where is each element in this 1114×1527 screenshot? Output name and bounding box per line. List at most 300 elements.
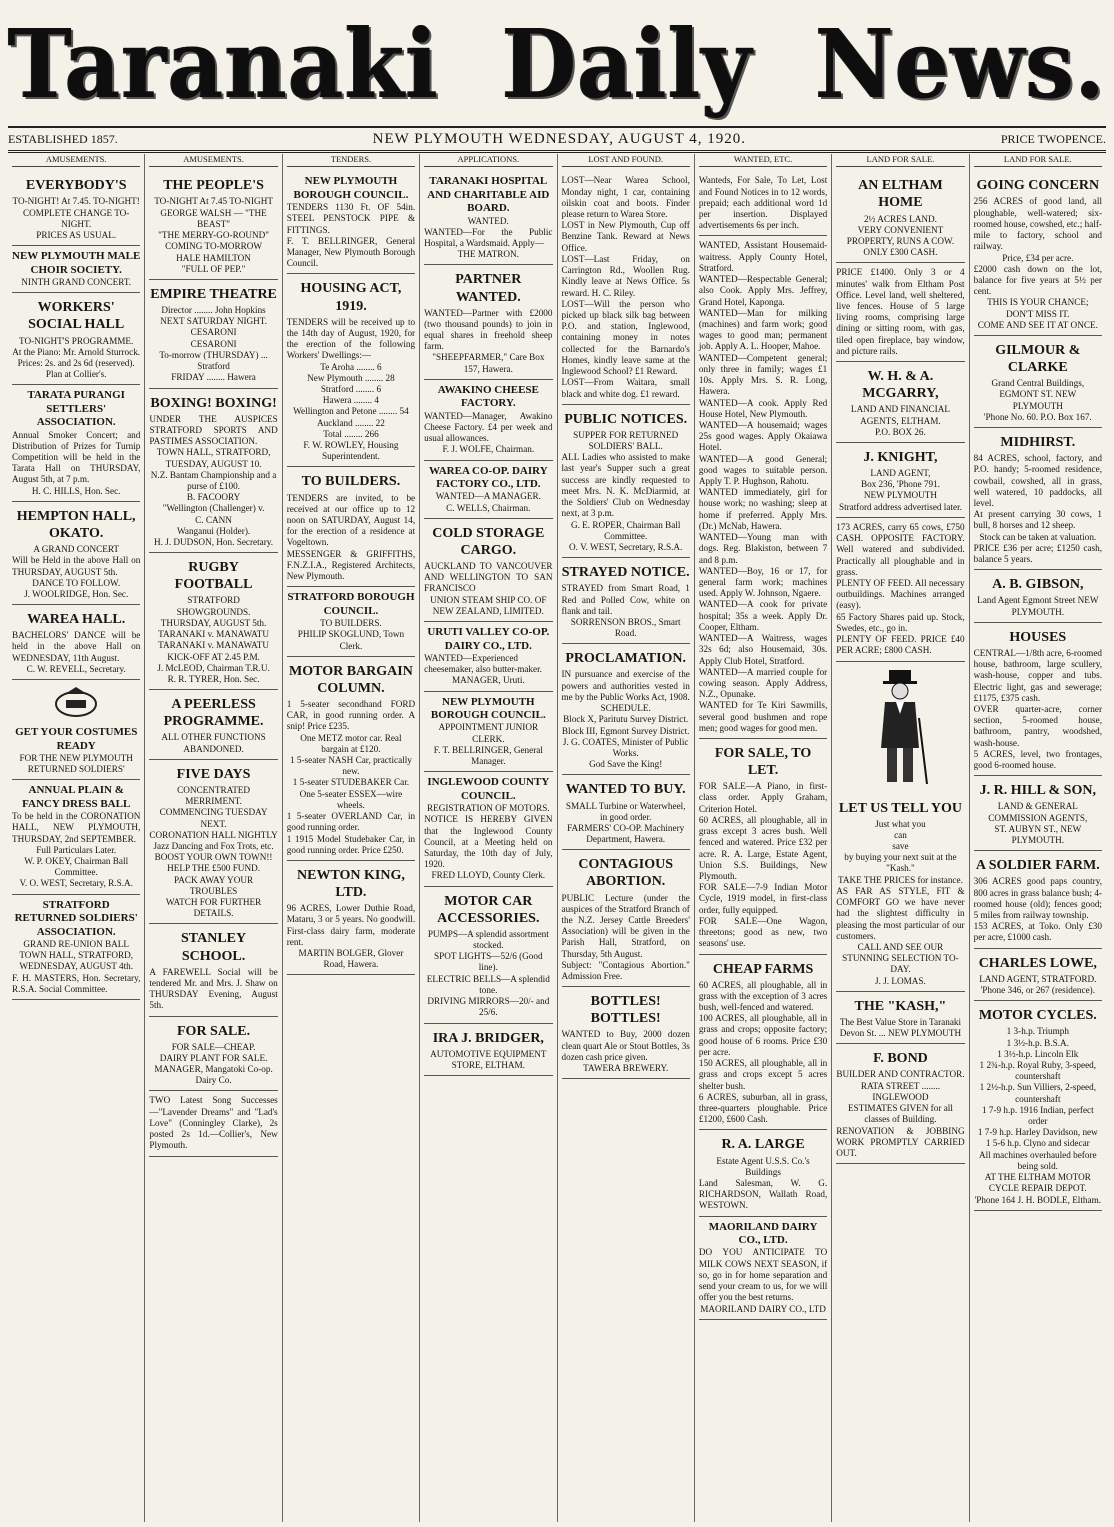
ad-text-line: God Save the King!	[589, 759, 663, 770]
ad-text-line: TARANAKI v. MANAWATU	[158, 640, 270, 651]
ad-text-line: 'Phone 346, or 267 (residence).	[980, 985, 1096, 995]
ad-text-line: Total ........ 266	[323, 428, 379, 439]
advertisement	[149, 1091, 277, 1156]
ad-text-line: TAKE THE PRICES for instance.	[837, 874, 963, 885]
ad-heading: WAREA HALL.	[27, 612, 126, 628]
advertisement	[12, 171, 140, 246]
ad-text-line: CALL AND SEE OUR STUNNING SELECTION TO-DAY.	[842, 942, 959, 975]
ad-text-line: Director ........ John Hopkins	[161, 305, 266, 316]
ad-text-line: Full Particulars Later.	[36, 844, 117, 855]
ad-text-line: Auckland ........ 22	[317, 417, 385, 428]
ad-text-line: MESSENGER & GRIFFITHS, F.N.Z.I.A., Registered Architects, New Plymouth.	[286, 548, 416, 582]
advertisement	[424, 380, 552, 461]
ad-text-line: 306 ACRES good paps country, 800 acres in grass balance bush; 4-roomed house (old); fences good; 5 miles from railway township.	[973, 876, 1102, 921]
ad-text-line: Subject: "Contagious Abortion." Admission Free.	[561, 959, 690, 982]
ad-text-line: CORONATION HALL NIGHTLY	[149, 829, 278, 840]
advertisement	[974, 570, 1102, 623]
advertisement	[974, 171, 1102, 336]
ad-text-line: 1 3-h.p. Triumph	[1006, 1026, 1069, 1037]
advertisement	[699, 739, 827, 954]
ad-text-line: Prices: 2s. and 2s 6d (reserved).	[17, 357, 135, 368]
ad-text-line: COMMENCING TUESDAY NEXT.	[159, 807, 268, 829]
ad-text-line: REGISTRATION OF MOTORS.	[427, 803, 550, 814]
advertisement	[424, 519, 552, 622]
advertisement	[424, 887, 552, 1024]
ad-text-line: COME AND SEE IT AT ONCE.	[977, 319, 1098, 330]
ad-heading: AWAKINO CHEESE FACTORY.	[437, 383, 539, 410]
ad-text-line: Annual Smoker Concert; and Distribution of Prizes for Turnip Competition will be held in the Tarata Hall on THURSDAY, August 5th, at 7 p.m.	[12, 429, 141, 485]
ad-text-line: NEW PLYMOUTH	[863, 490, 938, 501]
ad-heading: AN ELTHAM HOME	[858, 178, 943, 211]
ad-text-line: One 5-seater ESSEX—wire wheels.	[299, 788, 403, 810]
ad-heading: ANNUAL PLAIN & FANCY DRESS BALL	[22, 784, 131, 810]
ad-text-line: WANTED—Competent general; only three in family; wages £1 10s. Apply Mrs. S. R. Long, Hawera.	[698, 352, 828, 397]
ad-text-line: UNDER THE AUSPICES STRATFORD SPORTS AND PASTIMES ASSOCIATION.	[149, 413, 278, 447]
ad-text-line: BOOST YOUR OWN TOWN!!	[154, 852, 273, 863]
ad-heading: MOTOR BARGAIN COLUMN.	[289, 663, 413, 696]
ad-heading: PUBLIC NOTICES.	[564, 411, 688, 427]
ad-text-line: MAORILAND DAIRY CO., LTD	[700, 1303, 826, 1314]
column-header: TENDERS.	[287, 154, 415, 167]
ad-text-line: ESTIMATES GIVEN for all classes of Building.	[848, 1103, 953, 1125]
ad-text-line: A GRAND CONCERT	[33, 544, 120, 555]
ad-text-line: FRED LLOYD, County Clerk.	[431, 870, 546, 881]
ad-text-line: P.O. BOX 26.	[875, 426, 926, 437]
ad-text-line: J. WOOLRIDGE, Hon. Sec.	[24, 588, 129, 599]
ad-text-line: WANTED—Young man with dogs. Reg. Blakiston, between 7 and 8 p.m.	[698, 532, 828, 565]
ad-text-line: 1 1915 Model Studebaker Car, in good running order. Price £250.	[286, 833, 416, 855]
ad-text-line: Stratford address advertised later.	[838, 501, 962, 512]
ad-text-line: TO-NIGHT At 7.45 TO-NIGHT	[154, 196, 273, 207]
ad-text-line: 65 Factory Shares paid up. Stock, Swedes, etc., go in.	[836, 611, 965, 633]
ad-text-line: BUILDER AND CONTRACTOR.	[836, 1069, 965, 1080]
ad-text-line: Plan at Collier's.	[45, 369, 107, 380]
ad-text-line: CESARONI	[190, 327, 237, 338]
advertisement	[836, 362, 964, 443]
ad-heading: FIVE DAYS	[176, 766, 251, 782]
ad-text-line: SMALL Turbine or Waterwheel, in good order.	[565, 800, 686, 822]
ad-text-line: 'Phone 164 J. H. BODLE, Eltham.	[974, 1194, 1102, 1205]
ad-text-line: Devon St. ... NEW PLYMOUTH	[839, 1028, 962, 1039]
ad-text-line: STRAYED from Smart Road, 1 Red and Polled Cow, white on flank and tail.	[561, 583, 690, 616]
ad-text-line: Grand Central Buildings,	[991, 378, 1085, 389]
advertisement	[974, 1001, 1102, 1211]
ad-text-line: 60 ACRES, all ploughable, all in grass with the exception of 3 acres bush, well-fenced and watered.	[698, 979, 828, 1013]
ad-text-line: GEORGE WALSH — "THE BEAST"	[160, 207, 267, 229]
ad-text-line: To be held in the CORONATION HALL, NEW PLYMOUTH, THURSDAY, 2nd SEPTEMBER.	[12, 811, 141, 844]
ad-text-line: 6 ACRES, suburban, all in grass, three-quarters ploughable. Price £1200, £600 Cash.	[698, 1091, 828, 1125]
ad-text-line: WANTED—Boy, 16 or 17, for general farm work; machines used. Apply W. Johnson, Ngaere.	[698, 565, 828, 599]
ad-heading: WORKERS' SOCIAL HALL	[28, 300, 125, 333]
ad-text-line: V. O. WEST, Secretary, R.S.A.	[19, 878, 133, 889]
advertisement	[974, 336, 1102, 428]
advertisement	[699, 1130, 827, 1216]
ad-text-line: LAND AGENT, STRATFORD.	[979, 973, 1097, 984]
advertisement	[836, 443, 964, 518]
ad-text-line: APPOINTMENT JUNIOR CLERK.	[438, 722, 539, 744]
ad-heading: STRATFORD BOROUGH COUNCIL.	[287, 591, 415, 617]
ad-text-line: Jazz Dancing and Fox Trots, etc.	[153, 840, 274, 851]
ad-text-line: Block X, Paritutu Survey District.	[563, 714, 689, 725]
ad-heading: STRATFORD RETURNED SOLDIERS' ASSOCIATION.	[14, 898, 138, 938]
ad-text-line: "FULL OF PEP."	[181, 263, 246, 274]
ad-text-line: LOST—Near Warea School, Monday night, 1 car, containing oilskin coat and boots. Finder please return to Warea Store.	[561, 175, 690, 220]
ad-text-line: To-morrow (THURSDAY) ... Stratford	[159, 349, 268, 372]
ad-heading: STRAYED NOTICE.	[561, 565, 690, 581]
ad-text-line: TENDERS are invited, to be received at our office up to 12 noon on SATURDAY, August 14, for the erection of a residence at Vogeltown.	[286, 492, 416, 548]
ad-text-line: Just what you	[875, 818, 926, 829]
ad-text-line: RENOVATION & JOBBING WORK PROMPTLY CARRIED OUT.	[836, 1125, 965, 1159]
ad-text-line: STRATFORD SHOWGROUNDS.	[176, 595, 251, 617]
advertisement	[562, 987, 690, 1079]
ad-text-line: 1 5-seater STUDEBAKER Car.	[292, 777, 410, 788]
ad-text-line: DANCE TO FOLLOW.	[32, 577, 121, 588]
ad-heading: INGLEWOOD COUNTY COUNCIL.	[427, 776, 550, 802]
ad-text-line: Land Agent Egmont Street NEW PLYMOUTH.	[977, 595, 1099, 617]
date-text: NEW PLYMOUTH WEDNESDAY, AUGUST 4, 1920.	[372, 130, 746, 147]
ad-text-line: WANTED—A cook for private hospital; 35s a week. Apply Dr. Cooper, Eltham.	[698, 599, 828, 632]
advertisement	[562, 558, 690, 644]
ad-text-line: WANTED, Assistant Housemaid-waitress. Apply County Hotel, Stratford.	[698, 240, 828, 273]
ad-text-line: MANAGER, Uruti.	[451, 675, 525, 686]
column-header: LAND FOR SALE.	[974, 154, 1102, 167]
ad-text-line: IN pursuance and exercise of the powers and authorities vested in me by the Public Works Act, 1908.	[561, 669, 690, 702]
ad-text-line: 150 ACRES, all ploughable, all in grass and crops except 5 acres shelter bush.	[698, 1058, 828, 1091]
ad-heading: A PEERLESS PROGRAMME.	[163, 697, 264, 730]
ad-heading: TARATA PURANGI SETTLERS' ASSOCIATION.	[27, 389, 125, 429]
ad-heading: IRA J. BRIDGER,	[432, 1030, 544, 1046]
ad-text-line: F. J. WOLFE, Chairman.	[442, 444, 535, 455]
ad-heading: J. R. HILL & SON,	[979, 783, 1096, 799]
ad-heading: GET YOUR COSTUMES READY	[15, 726, 138, 752]
ad-text-line: CONCENTRATED MERRIMENT.	[177, 784, 251, 807]
ad-heading: FOR SALE.	[177, 1023, 251, 1039]
ad-text-line: O. V. WEST, Secretary, R.S.A.	[569, 542, 683, 552]
ad-text-line: 1 7-9 h.p. 1916 Indian, perfect order	[981, 1104, 1094, 1127]
ad-heading: THE PEOPLE'S	[163, 178, 264, 194]
ad-text-line: LAND AND FINANCIAL AGENTS, ELTHAM.	[850, 404, 950, 426]
column-7	[832, 154, 969, 1522]
ad-text-line: WANTED—Experienced cheesemaker, also butter-maker.	[424, 652, 542, 675]
advertisement	[424, 171, 552, 265]
ad-text-line: "Wellington (Challenger) v.	[162, 503, 265, 514]
ad-text-line: Land Salesman, W. G. RICHARDSON, Wallath Road, WESTOWN.	[698, 1177, 828, 1211]
ad-text-line: WANTED.	[467, 215, 509, 226]
column-5	[558, 154, 695, 1522]
ad-text-line: £2000 cash down on the lot, balance for five years at 5½ per cent.	[973, 263, 1102, 297]
ad-text-line: ALL Ladies who assisted to make last year's Supper such a great success are kindly requested to meet Mrs. N. K. McDiarmid, at the Soldiers' Club on Wednesday next, at 3 p.m.	[561, 452, 690, 519]
ad-text-line: WANTED—Manager, Awakino Cheese Factory. £4 per week and usual allowances.	[424, 410, 553, 444]
ad-text-line: 153 ACRES, at Toko. Only £30 per acre, £1000 cash.	[973, 921, 1102, 943]
masthead	[8, 6, 1106, 122]
ad-text-line: G. E. ROPER, Chairman Ball Committee.	[570, 519, 681, 541]
ad-text-line: 1 5-6 h.p. Clyno and sidecar	[985, 1138, 1090, 1149]
advertisement	[149, 171, 277, 280]
ad-text-line: AUCKLAND TO VANCOUVER AND WELLINGTON TO SAN FRANCISCO	[424, 561, 553, 594]
ad-text-line: F. T. BELLRINGER, General Manager, New Plymouth Borough Council.	[286, 235, 416, 269]
ad-text-line: FOR SALE—7-9 Indian Motor Cycle, 1919 model, in first-class order, fully equipped.	[698, 882, 828, 915]
ad-text-line: save	[892, 841, 909, 852]
ad-heading: RUGBY FOOTBALL	[174, 560, 253, 593]
masthead-word-left: Taranaki	[8, 8, 440, 120]
ad-text-line: SCHEDULE.	[600, 703, 651, 714]
ad-heading: GOING CONCERN	[976, 178, 1100, 194]
ad-text-line: PACK AWAY YOUR TROUBLES	[174, 874, 254, 896]
ad-text-line: N.Z. Bantam Championship and a purse of £100.	[150, 469, 277, 491]
advertisement	[562, 171, 690, 404]
ad-text-line: WANTED to Buy, 2000 dozen clean quart Ale or Stout Bottles, 3s dozen cash price given.	[561, 1029, 690, 1062]
column-2	[145, 154, 282, 1522]
ad-text-line: New Plymouth ........ 28	[307, 372, 395, 383]
ad-heading: BOTTLES! BOTTLES!	[590, 994, 661, 1027]
ad-text-line: 1 5-seater OVERLAND Car, in good running order.	[286, 811, 416, 833]
ad-heading: CHEAP FARMS	[712, 961, 814, 977]
ad-text-line: At the Piano: Mr. Arnold Sturrock.	[12, 346, 141, 357]
ad-text-line: TO-NIGHT! At 7.45. TO-NIGHT!	[12, 196, 140, 207]
advertisement	[699, 955, 827, 1131]
advertisement	[836, 171, 964, 263]
advertisement	[836, 794, 964, 992]
column-header: AMUSEMENTS.	[12, 154, 140, 167]
ad-text-line: At present carrying 30 cows, 1 bull, 8 horses and 12 sheep.	[973, 509, 1102, 531]
advertisement	[149, 280, 277, 389]
advertisement	[836, 992, 964, 1045]
ad-text-line: PUBLIC Lecture (under the auspices of the Stratford Branch of the N.Z. Jersey Cattle Breeders' Association) will be given in the Parish Hall, Stratford, on Thursday, 5th August.	[561, 892, 690, 959]
advertisement	[562, 775, 690, 850]
ad-text-line: FOR SALE—One Wagon, threetons; good as new, two seasons' use.	[698, 915, 828, 949]
ad-heading: MOTOR CYCLES.	[978, 1008, 1097, 1024]
ad-heading: TARANAKI HOSPITAL AND CHARITABLE AID BOARD.	[427, 175, 550, 215]
ad-heading: CHARLES LOWE,	[978, 955, 1097, 971]
ad-heading: F. BOND	[873, 1051, 928, 1067]
ad-text-line: Box 236, 'Phone 791.	[860, 479, 940, 490]
advertisement	[424, 265, 552, 379]
ad-text-line: "SHEEPFARMER," Care Box 157, Hawera.	[432, 352, 545, 374]
ad-text-line: PHILIP SKOGLUND, Town Clerk.	[297, 629, 405, 651]
advertisement	[836, 263, 964, 362]
ad-heading: EVERYBODY'S	[25, 178, 127, 194]
column-3	[283, 154, 420, 1522]
advertisement	[562, 644, 690, 775]
advertisement	[12, 605, 140, 680]
ad-heading: NEW PLYMOUTH BOROUGH COUNCIL.	[430, 695, 546, 721]
ad-text-line: WANTED—A Waitress, wages 32s 6d; also Housemaid, 30s. Apply Club Hotel, Stratford.	[698, 633, 828, 666]
advertisement	[836, 1044, 964, 1164]
ad-text-line: 2½ ACRES LAND.	[863, 213, 937, 224]
ad-text-line: LOST—Last Friday, on Carrington Rd., Woollen Rug. Kindly leave at News Office. 5s reward. H. C. Riley.	[561, 253, 690, 298]
ad-text-line: WANTED—Partner with £2000 (two thousand pounds) to join in equal shares in freehold sheep farm.	[424, 307, 553, 352]
ad-text-line: DAIRY PLANT FOR SALE.	[159, 1052, 268, 1063]
ad-text-line: LOST in New Plymouth, Cup off Benzine Tank. Reward at News Office.	[561, 220, 690, 253]
ad-text-line: KICK-OFF AT 2.45 P.M.	[167, 651, 260, 662]
ad-text-line: Wellington and Petone ........ 54	[293, 406, 409, 417]
advertisement	[287, 467, 415, 587]
advertisement	[12, 722, 140, 780]
ad-text-line: R. R. TYRER, Hon. Sec.	[167, 673, 260, 684]
ad-text-line: SORRENSON BROS., Smart Road.	[570, 616, 681, 639]
advertisement	[12, 502, 140, 605]
ad-text-line: 60 ACRES, all ploughable, all in grass except 3 acres bush. Well fenced and watered. Price £32 per acre. R. A. Large, Estate Agent, Union S.S. Buildings, New Plymouth.	[698, 814, 828, 881]
ad-text-line: WANTED immediately, girl for house work; no washing; sleep at home if preferred. Apply Mrs. (Dr.) McNab, Hawera.	[698, 487, 828, 531]
ad-text-line: J. J. LOMAS.	[875, 975, 926, 986]
advertisement	[424, 622, 552, 691]
column-8	[970, 154, 1106, 1522]
advertisement	[974, 949, 1102, 1002]
ad-heading: PROCLAMATION.	[565, 651, 687, 667]
column-1	[8, 154, 145, 1522]
ad-text-line: 1 5-seater secondhand FORD CAR, in good running order. A snip! Price £235.	[286, 698, 416, 732]
ad-text-line: J. G. COATES, Minister of Public Works.	[562, 736, 689, 758]
ad-text-line: Stratford ........ 6	[320, 383, 382, 394]
advertisement	[974, 428, 1102, 570]
advertisement	[149, 690, 277, 760]
ad-heading: CONTAGIOUS ABORTION.	[578, 857, 674, 890]
advertisement	[424, 692, 552, 773]
ad-text-line: WANTED—A MANAGER.	[435, 491, 541, 502]
advertisement	[12, 780, 140, 894]
ad-text-line: THIS IS YOUR CHANCE; DON'T MISS IT.	[987, 297, 1089, 319]
ad-text-line: PUMPS—A splendid assortment stocked.	[427, 928, 549, 950]
ad-text-line: 1 7-9 h.p. Harley Davidson, new	[977, 1127, 1098, 1138]
ad-text-line: LAND AGENT,	[870, 468, 931, 479]
ad-text-line: PLENTY OF FEED. PRICE £40 PER ACRE; £800 CASH.	[836, 634, 965, 656]
ad-text-line: MANAGER, Mangatoki Co-op. Dairy Co.	[154, 1064, 273, 1086]
ad-heading: A. B. GIBSON,	[992, 577, 1084, 593]
ad-text-line: RATA STREET ........ INGLEWOOD	[860, 1080, 941, 1102]
ad-text-line: FOR SALE—A Piano, in first-class order. Apply Graham, Criterion Hotel.	[698, 781, 828, 814]
advertisement	[287, 171, 415, 274]
advertisement	[149, 1017, 277, 1092]
ad-text-line: WANTED—A housemaid; wages 25s good wages. Apply Okaiawa Hotel.	[698, 419, 828, 453]
ad-heading: MIDHIRST.	[1000, 435, 1076, 451]
ad-text-line: WATCH FOR FURTHER DETAILS.	[165, 897, 262, 919]
ad-text-line: A FAREWELL Social will be tendered Mr. and Mrs. J. Shaw on THURSDAY Evening, August 5th.	[149, 966, 278, 1011]
ad-text-line: WANTED—Man for milking (machines) and farm work; good wages to good man; permanent job. Apply A. L. Hooper, Mahoe.	[698, 307, 828, 352]
ad-text-line: CENTRAL—1/8th acre, 6-roomed house, bathroom, large scullery, wash-house, copper and tubs. Electric light, gas and sewerage; £1175, £375 cash.	[973, 647, 1102, 703]
ad-heading: A SOLDIER FARM.	[975, 858, 1100, 874]
ad-text-line: WANTED for Te Kiri Sawmills, several good bushmen and rope men; good wages for good men.	[698, 700, 828, 733]
ad-heading: EMPIRE THEATRE	[150, 286, 277, 302]
ad-text-line: "THE MERRY-GO-ROUND"	[158, 230, 269, 241]
ad-text-line: 100 ACRES, all ploughable, all in grass and crops; opposite factory; good house of 6 rooms. Price £30 per acre.	[698, 1013, 828, 1057]
ad-text-line: 173 ACRES, carry 65 cows, £750 CASH. OPPOSITE FACTORY. Well watered and subdivided. Practically all ploughable and in grass.	[836, 521, 965, 577]
ad-text-line: Wanteds, For Sale, To Let, Lost and Found Notices in to 12 words, prepaid; each additional word 1d per insertion. Displayed advertisements 6s per inch.	[698, 175, 828, 231]
ad-text-line: HELP THE £500 FUND.	[167, 863, 261, 874]
ad-text-line: F. W. ROWLEY, Housing Superintendent.	[303, 440, 399, 462]
ad-text-line: W. P. OKEY, Chairman Ball Committee.	[24, 856, 129, 878]
ad-text-line: TOWN HALL, STRATFORD, TUESDAY, AUGUST 10.	[156, 447, 271, 469]
advertisement	[287, 861, 415, 975]
ad-text-line: 84 ACRES, school, factory, and P.O. handy; 5-roomed residence, cowbail, cowshed, all in grass, well watered, 10 paddocks, all level.	[973, 453, 1102, 509]
ad-text-line: can	[894, 829, 907, 840]
advertisement	[699, 1217, 827, 1320]
ad-text-line: AUTOMOTIVE EQUIPMENT STORE, ELTHAM.	[430, 1048, 547, 1070]
ad-text-line: ELECTRIC BELLS—A splendid tone.	[426, 973, 550, 995]
ad-text-line: Estate Agent U.S.S. Co.'s Buildings	[716, 1155, 810, 1177]
ad-text-line: All machines overhauled before being sold.	[979, 1149, 1097, 1171]
ad-text-line: SPOT LIGHTS—52/6 (Good line).	[434, 951, 543, 973]
ad-text-line: DRIVING MIRRORS—20/- and 25/6.	[427, 996, 550, 1018]
advertisement	[974, 776, 1102, 851]
established-text: ESTABLISHED 1857.	[8, 131, 118, 146]
ad-heading: NEW PLYMOUTH BOROUGH COUNCIL.	[293, 175, 409, 201]
ad-heading: HOUSES	[1009, 629, 1067, 645]
ad-text-line: NEXT SATURDAY NIGHT.	[160, 316, 268, 327]
ad-text-line: Wanganui (Holder).	[176, 525, 251, 536]
advertisement	[974, 623, 1102, 776]
ad-text-line: by buying your next suit at the "Kash."	[844, 852, 957, 874]
ad-text-line: HALE HAMILTON	[176, 252, 251, 263]
advertisement	[562, 405, 690, 558]
ad-text-line: WANTED—A married couple for cowing season. Apply Address, N.Z., Opunake.	[698, 666, 828, 700]
advertisement	[12, 895, 140, 1000]
ad-text-line: TO BUILDERS.	[320, 618, 382, 629]
ad-text-line: ST. AUBYN ST., NEW PLYMOUTH.	[994, 823, 1082, 846]
advertisement	[424, 772, 552, 886]
advertisement	[287, 657, 415, 861]
ad-text-line: F. T. BELLRINGER, General Manager.	[433, 744, 543, 767]
ad-text-line: WANTED—A good General; good wages to suitable person. Apply T. P. Hughson, Rahotu.	[698, 453, 828, 487]
ad-text-line: NINTH GRAND CONCERT.	[21, 277, 132, 288]
ad-text-line: C. CANN	[195, 514, 232, 525]
ad-text-line: 'Phone No. 60. P.O. Box 167.	[983, 411, 1092, 422]
ad-heading: TO BUILDERS.	[301, 474, 401, 490]
ad-text-line: 1 5-seater NASH Car, practically new.	[290, 755, 412, 777]
column-6	[695, 154, 832, 1522]
column-header: LAND FOR SALE.	[836, 154, 964, 167]
ad-text-line: PLENTY OF FEED. All necessary outbuildings. Machines arranged (easy).	[836, 578, 965, 611]
ad-text-line: 1 3½-h.p. Lincoln Elk	[997, 1048, 1079, 1059]
column-header: AMUSEMENTS.	[149, 154, 277, 167]
ad-text-line: Hawera ........ 4	[322, 395, 379, 406]
ad-heading: PARTNER WANTED.	[455, 272, 522, 305]
ad-text-line: Will be Held in the above Hall on THURSDAY, AUGUST 5th.	[12, 555, 141, 577]
columns-container	[8, 154, 1106, 1522]
ad-text-line: Stock can be taken at valuation.	[979, 531, 1097, 542]
column-header: LOST AND FOUND.	[562, 154, 690, 167]
ad-text-line: CESARONI	[190, 338, 237, 349]
advertisement	[974, 851, 1102, 948]
advertisement	[149, 553, 277, 690]
price-text: PRICE TWOPENCE.	[1000, 131, 1106, 146]
ad-text-line: SUPPER FOR RETURNED SOLDIERS' BALL.	[573, 429, 679, 452]
ad-heading: MOTOR CAR ACCESSORIES.	[437, 893, 540, 926]
ad-heading: WAREA CO-OP. DAIRY FACTORY CO., LTD.	[428, 464, 548, 491]
ad-text-line: DO YOU ANTICIPATE TO MILK COWS NEXT SEASON, if so, go in for home separation and send your cream to us, for we will offer you the best returns.	[698, 1247, 828, 1303]
ad-text-line: WEDNESDAY, AUGUST 4th.	[19, 961, 134, 972]
ad-text-line: TOWN HALL, STRATFORD,	[19, 950, 134, 961]
advertisement	[12, 385, 140, 502]
ad-text-line: Te Aroha ........ 6	[320, 361, 382, 372]
ad-text-line: LOST—Will the person who picked up black silk bag between P.O. and station, Inglewood, containing money in notes collected for the Barnardo's Homes, kindly leave same at the Inglewood School? £1 Reward.	[561, 298, 690, 377]
ad-text-line: ONLY £300 CASH.	[863, 247, 938, 258]
advertisement	[12, 293, 140, 385]
ad-text-line: TAWERA BREWERY.	[583, 1063, 669, 1074]
ad-text-line: EGMONT ST. NEW PLYMOUTH	[999, 389, 1077, 411]
ad-text-line: TWO Latest Song Successes—"Lavender Dreams" and "Lad's Love" (Conningley Clarke), 2s posted 2s 1d.—Collier's, New Plymouth.	[149, 1095, 278, 1151]
column-header: WANTED, ETC.	[699, 154, 827, 167]
ad-heading: GILMOUR & CLARKE	[995, 343, 1081, 376]
ad-text-line: FOR SALE—CHEAP.	[171, 1041, 256, 1052]
ad-text-line: WANTED—A cook. Apply Red House Hotel, New Plymouth.	[698, 397, 828, 419]
advertisement	[424, 461, 552, 519]
advertisement	[699, 236, 827, 739]
ad-heading: R. A. LARGE	[721, 1137, 805, 1153]
ad-text-line: Price, £34 per acre.	[1002, 252, 1074, 263]
returned-soldiers-badge-icon	[53, 684, 99, 718]
ad-heading: NEWTON KING, LTD.	[297, 868, 405, 901]
ad-text-line: WANTED—Respectable General; also Cook. Apply Mrs. Jeffrey, Grand Hotel, Kaponga.	[698, 274, 828, 307]
